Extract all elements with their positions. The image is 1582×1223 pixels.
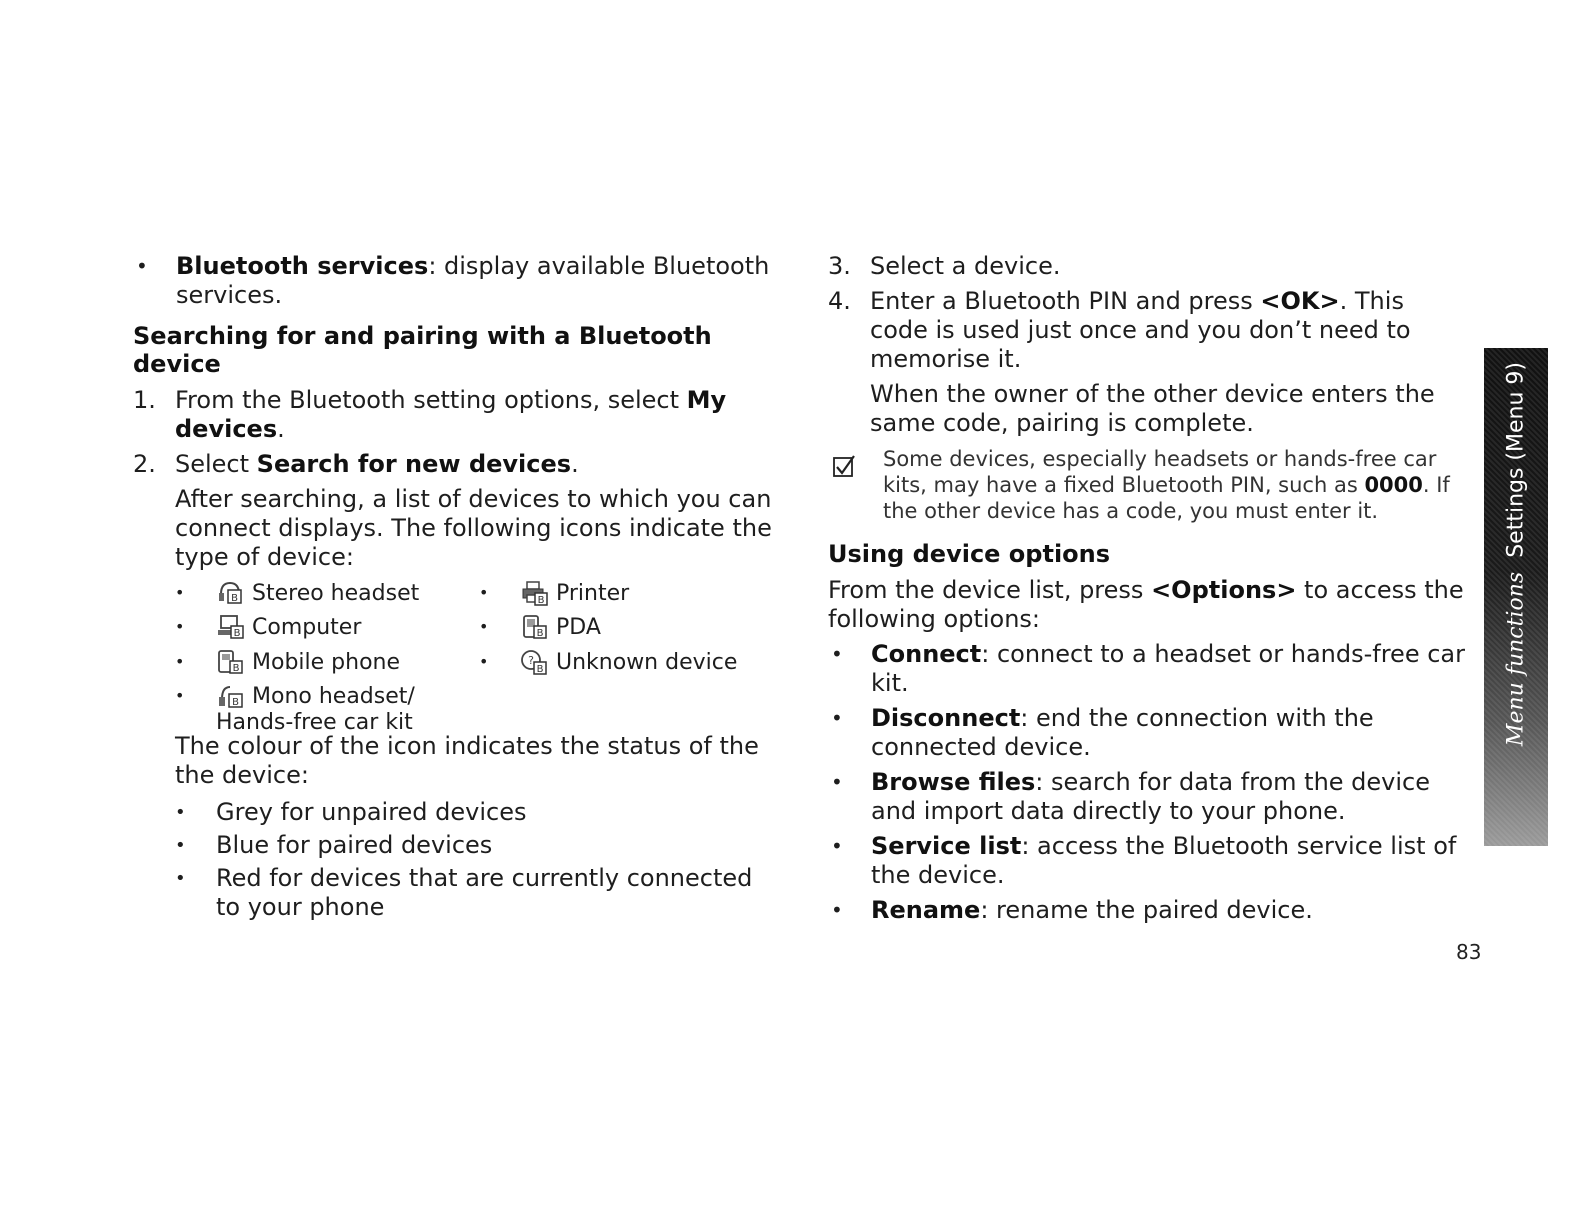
stereo-headset-icon — [216, 580, 244, 606]
pda-icon — [520, 614, 548, 640]
side-tab-italic: Menu functions — [1503, 571, 1529, 747]
device-icon-list — [133, 580, 783, 735]
status-item: • Grey for unpaired devices — [175, 798, 783, 827]
device-type-item — [175, 580, 419, 607]
svg-text:B: B — [536, 664, 544, 675]
bluetooth-services-desc: : display available Bluetooth services. — [176, 252, 770, 309]
option-item — [828, 832, 1468, 890]
pairing-heading: Searching for and pairing with a Bluetooth device — [133, 322, 712, 378]
device-type-item — [479, 614, 601, 641]
mono-headset-label: Mono headset/ — [252, 684, 415, 709]
option-term: Connect — [871, 640, 982, 668]
unknown-device-icon — [520, 649, 548, 675]
status-item: • Blue for paired devices — [175, 831, 783, 860]
note-text-end: . If the other device has a code, you must enter it. — [883, 473, 1450, 523]
page-number: 83 — [1456, 940, 1482, 964]
step-2-bold: Search for new devices — [256, 450, 572, 478]
option-desc: : rename the paired device. — [980, 896, 1313, 924]
chapter-side-tab — [1484, 348, 1548, 846]
bluetooth-services-term: Bluetooth services — [176, 252, 429, 280]
device-type-item — [175, 683, 415, 736]
left-column — [133, 252, 783, 922]
note-text: Some devices, especially headsets or hands-free car kits, may have a fixed Bluetooth PIN, such as — [883, 447, 1437, 497]
option-item — [828, 896, 1468, 925]
option-term: Rename — [871, 896, 981, 924]
options-list — [828, 640, 1468, 925]
options-key-label: <Options> — [1151, 576, 1297, 604]
icon-colour-paragraph: The colour of the icon indicates the status of the the device: — [175, 732, 759, 789]
computer-icon — [216, 614, 244, 640]
svg-text:B: • B — [233, 628, 241, 639]
status-list — [133, 798, 783, 922]
side-tab-text — [1504, 362, 1529, 746]
options-intro-end: to access the following options: — [828, 576, 1464, 633]
option-desc: : connect to a headset or hands-free car kit. — [871, 640, 1465, 697]
unknown-device-label: Unknown device — [556, 650, 738, 675]
option-term: Service list — [871, 832, 1022, 860]
option-desc: : access the Bluetooth service list of the device. — [871, 832, 1457, 889]
step-3-number: 3. — [828, 252, 851, 280]
mobile-phone-label: Mobile phone — [252, 650, 401, 675]
option-item — [828, 768, 1468, 826]
svg-text:B: • B — [232, 663, 240, 674]
step-1-text: From the Bluetooth setting options, select — [175, 386, 687, 414]
option-item — [828, 704, 1468, 762]
option-desc: : end the connection with the connected device. — [871, 704, 1374, 761]
step-2-post: . — [571, 450, 579, 478]
step-3 — [828, 252, 1468, 281]
hands-free-car-kit-label: Hands-free car kit — [216, 710, 413, 735]
status-item: • Red for devices that are currently connected to your phone — [175, 864, 783, 922]
device-type-item — [479, 580, 629, 607]
svg-text:B: • B — [536, 628, 544, 639]
options-intro — [828, 576, 1468, 634]
bluetooth-services-item — [133, 252, 783, 310]
svg-text:B: • B — [231, 593, 238, 604]
step-1-number: 1. — [133, 386, 156, 414]
step-4-number: 4. — [828, 287, 851, 315]
step-1-post: . — [277, 415, 285, 443]
option-desc: : search for data from the device and import data directly to your phone. — [871, 768, 1431, 825]
pda-label: PDA — [556, 615, 601, 640]
note-pin-value: 0000 — [1364, 473, 1423, 497]
after-search-paragraph: After searching, a list of devices to which you can connect displays. The following icons indicate the type of device: — [175, 485, 772, 571]
step-4-text: Enter a Bluetooth PIN and press — [870, 287, 1261, 315]
ok-key-label: <OK> — [1260, 287, 1340, 315]
check-box-icon — [832, 454, 856, 478]
svg-text:?: • ? — [528, 654, 534, 667]
step-1-bold: My devices — [175, 386, 727, 443]
mono-headset-icon — [216, 683, 244, 709]
svg-text:B: • B — [232, 697, 239, 708]
device-type-item — [175, 614, 361, 641]
step-4-post: . This code is used just once and you don’t need to memorise it. — [870, 287, 1411, 373]
options-intro-text: From the device list, press — [828, 576, 1152, 604]
step-2-number: 2. — [133, 450, 156, 478]
step-3-text: Select a device. — [870, 252, 1061, 280]
stereo-headset-label: Stereo headset — [252, 581, 420, 606]
step-4 — [828, 287, 1468, 374]
option-term: Disconnect — [871, 704, 1021, 732]
side-tab-section: Settings (Menu 9) — [1503, 362, 1529, 558]
step-2 — [133, 450, 783, 479]
device-type-item — [175, 649, 400, 676]
device-options-heading: Using device options — [828, 540, 1111, 568]
mobile-phone-icon — [216, 649, 244, 675]
step-1 — [133, 386, 783, 444]
printer-icon — [520, 580, 548, 606]
option-item — [828, 640, 1468, 698]
pairing-complete-paragraph: When the owner of the other device enters the same code, pairing is complete. — [870, 380, 1435, 437]
step-2-text: Select — [175, 450, 257, 478]
device-type-item — [479, 649, 737, 676]
computer-label: Computer — [252, 615, 362, 640]
right-column — [828, 252, 1468, 925]
pin-note — [828, 446, 1468, 524]
printer-label: Printer — [556, 581, 630, 606]
svg-text:B: • B — [537, 595, 545, 606]
option-term: Browse files — [871, 768, 1036, 796]
